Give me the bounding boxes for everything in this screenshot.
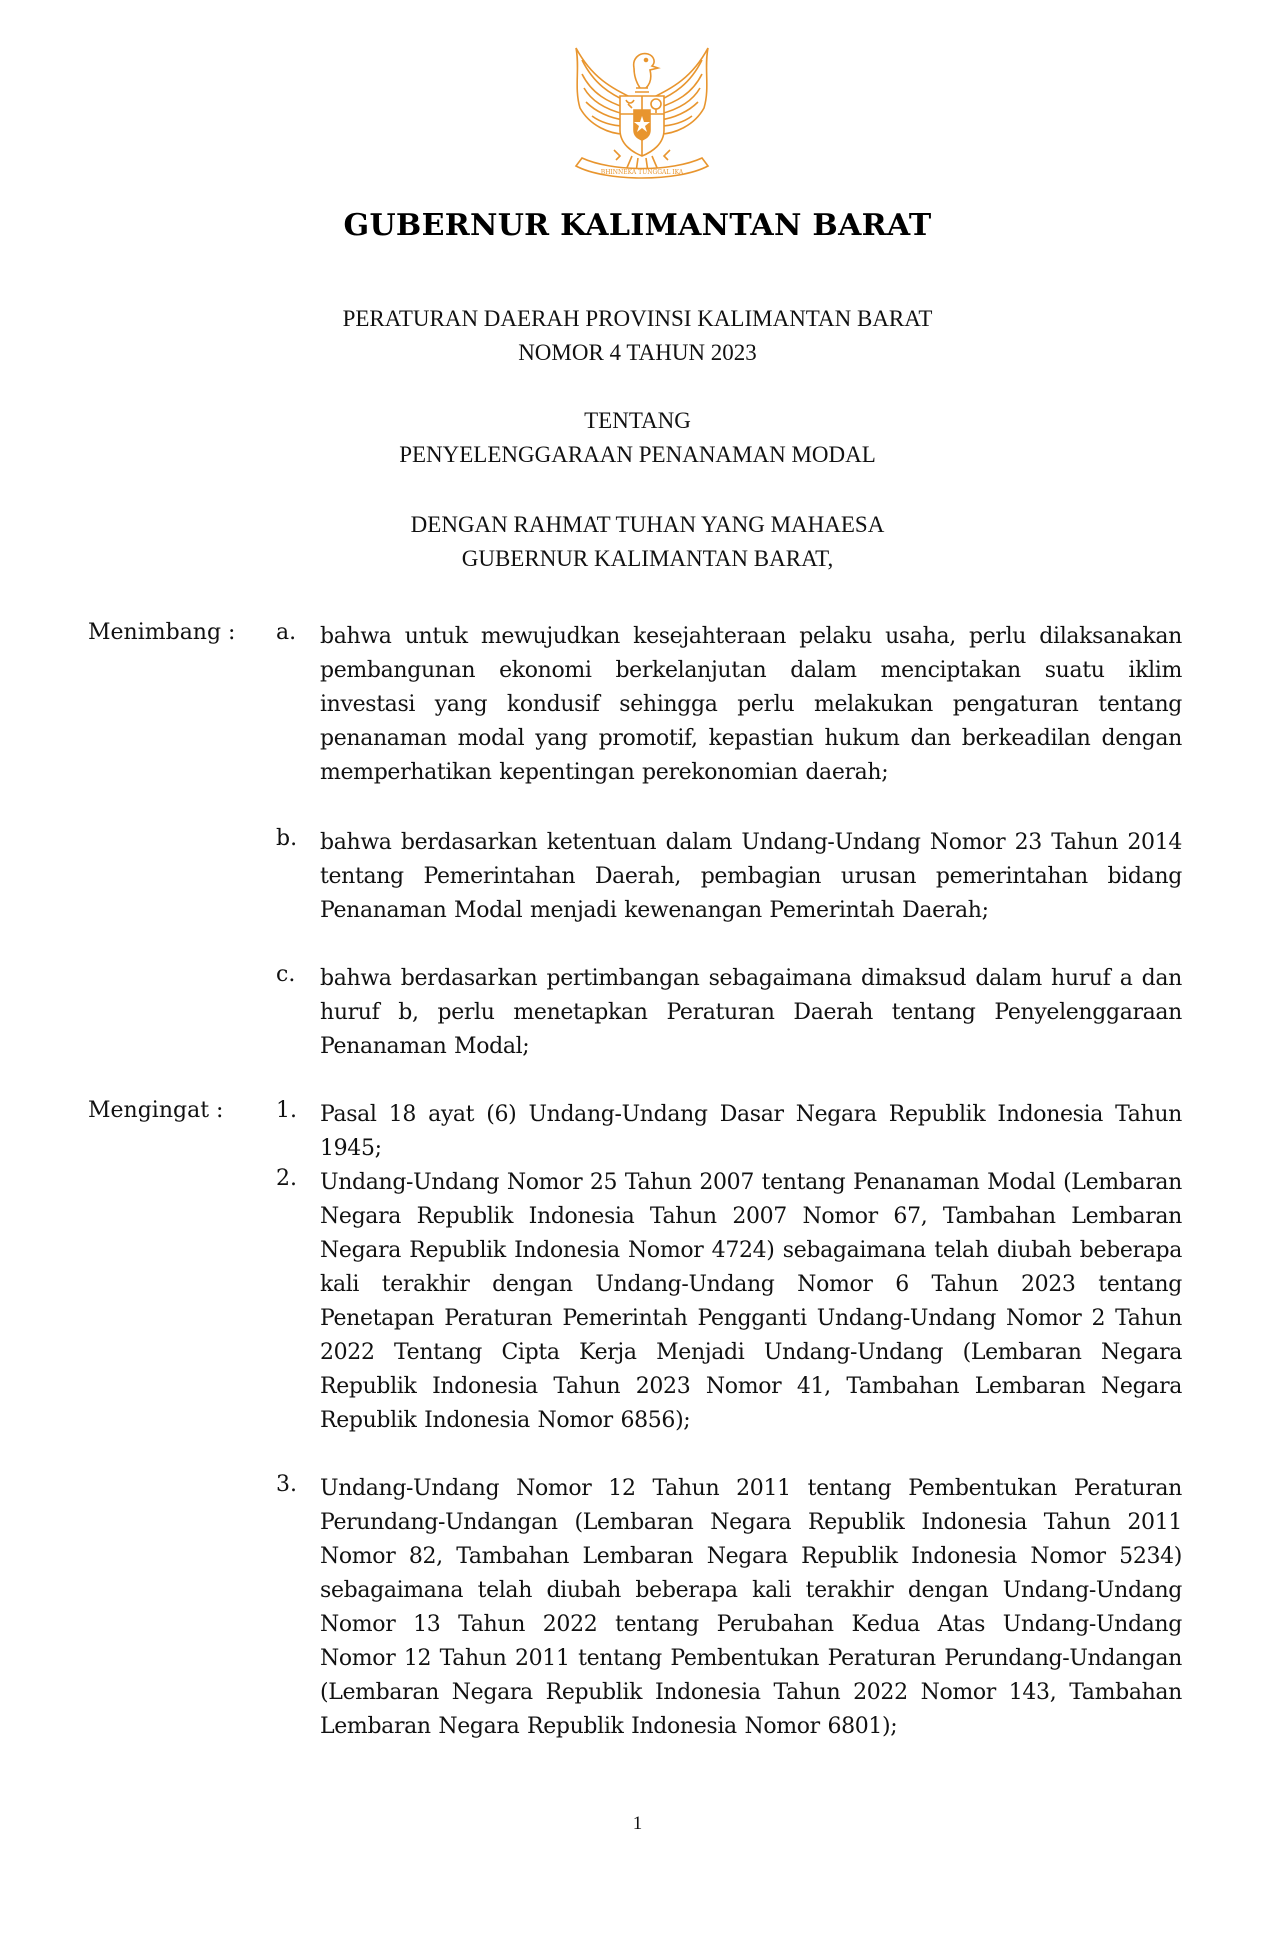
item-text: bahwa untuk mewujudkan kesejahteraan pelaku usaha, perlu dilaksanakan pembangunan ekonomi berkelanjutan dalam menciptakan suatu iklim investasi yang kondusif sehingga perlu melakukan pengaturan tentang penanaman modal yang promotif, kepastian hukum dan berkeadilan dengan memperhatikan kepentingan perekonomian daerah; [320,624,1182,785]
about-label: TENTANG [584,408,691,433]
regulation-number: NOMOR 4 TAHUN 2023 [518,340,757,365]
document-title: GUBERNUR KALIMANTAN BARAT [343,208,932,243]
item-text: Undang-Undang Nomor 12 Tahun 2011 tentang Pembentukan Peraturan Perundang-Undangan (Lembaran Negara Republik Indonesia Tahun 2011 Nomor 82, Tambahan Lembaran Negara Republik Indonesia Nomor 5234) sebagaimana telah diubah beberapa kali terakhir dengan Undang-Undang Nomor 13 Tahun 2022 tentang Perubahan Kedua Atas Undang-Undang Nomor 12 Tahun 2011 tentang Pembentukan Peraturan Perundang-Undangan (Lembaran Negara Republik Indonesia Tahun 2022 Nomor 143, Tambahan Lembaran Negara Republik Indonesia Nomor 6801); [320,1476,1182,1739]
item-text: Undang-Undang Nomor 25 Tahun 2007 tentang Penanaman Modal (Lembaran Negara Republik Indonesia Tahun 2007 Nomor 67, Tambahan Lembaran Negara Republik Indonesia Nomor 4724) sebagaimana telah diubah beberapa kali terakhir dengan Undang-Undang Nomor 6 Tahun 2023 tentang Penetapan Peraturan Pemerintah Pengganti Undang-Undang Nomor 2 Tahun 2022 Tentang Cipta Kerja Menjadi Undang-Undang (Lembaran Negara Republik Indonesia Tahun 2023 Nomor 41, Tambahan Lembaran Negara Republik Indonesia Nomor 6856); [320,1170,1182,1433]
mengingat-item-2 [276,1166,1182,1472]
item-text: bahwa berdasarkan pertimbangan sebagaimana dimaksud dalam huruf a dan huruf b, perlu menetapkan Peraturan Daerah tentang Penyelenggaraan Penanaman Modal; [320,966,1182,1059]
menimbang-item-b [276,826,1182,962]
regulation-subject: PENYELENGGARAAN PENANAMAN MODAL [399,442,876,467]
menimbang-label: Menimbang : [88,620,236,645]
item-text: Pasal 18 ayat (6) Undang-Undang Dasar Negara Republik Indonesia Tahun 1945; [320,1102,1182,1161]
page-number: 1 [632,1813,643,1834]
menimbang-item-a [276,620,1182,824]
item-marker: 2. [276,1166,297,1191]
mengingat-label: Mengingat : [88,1098,224,1123]
item-marker: b. [276,826,298,851]
item-marker: a. [276,620,297,645]
mengingat-item-3 [276,1472,1182,1778]
item-text: bahwa berdasarkan ketentuan dalam Undang-Undang Nomor 23 Tahun 2014 tentang Pemerintahan Daerah, pembagian urusan pemerintahan bidang Penanaman Modal menjadi kewenangan Pemerintah Daerah; [320,830,1182,923]
emblem-motto: BHINNEKA TUNGGAL IKA [600,169,684,176]
regulation-title-line1: PERATURAN DAERAH PROVINSI KALIMANTAN BARAT [342,306,933,331]
item-marker: 3. [276,1472,297,1497]
invocation-line2: GUBERNUR KALIMANTAN BARAT, [461,546,834,571]
item-marker: 1. [276,1098,297,1123]
mengingat-item-1 [276,1098,1182,1166]
garuda-pancasila-emblem-icon [562,38,722,186]
menimbang-item-c [276,962,1182,1064]
invocation-line1: DENGAN RAHMAT TUHAN YANG MAHAESA [410,512,885,537]
item-marker: c. [276,962,296,987]
